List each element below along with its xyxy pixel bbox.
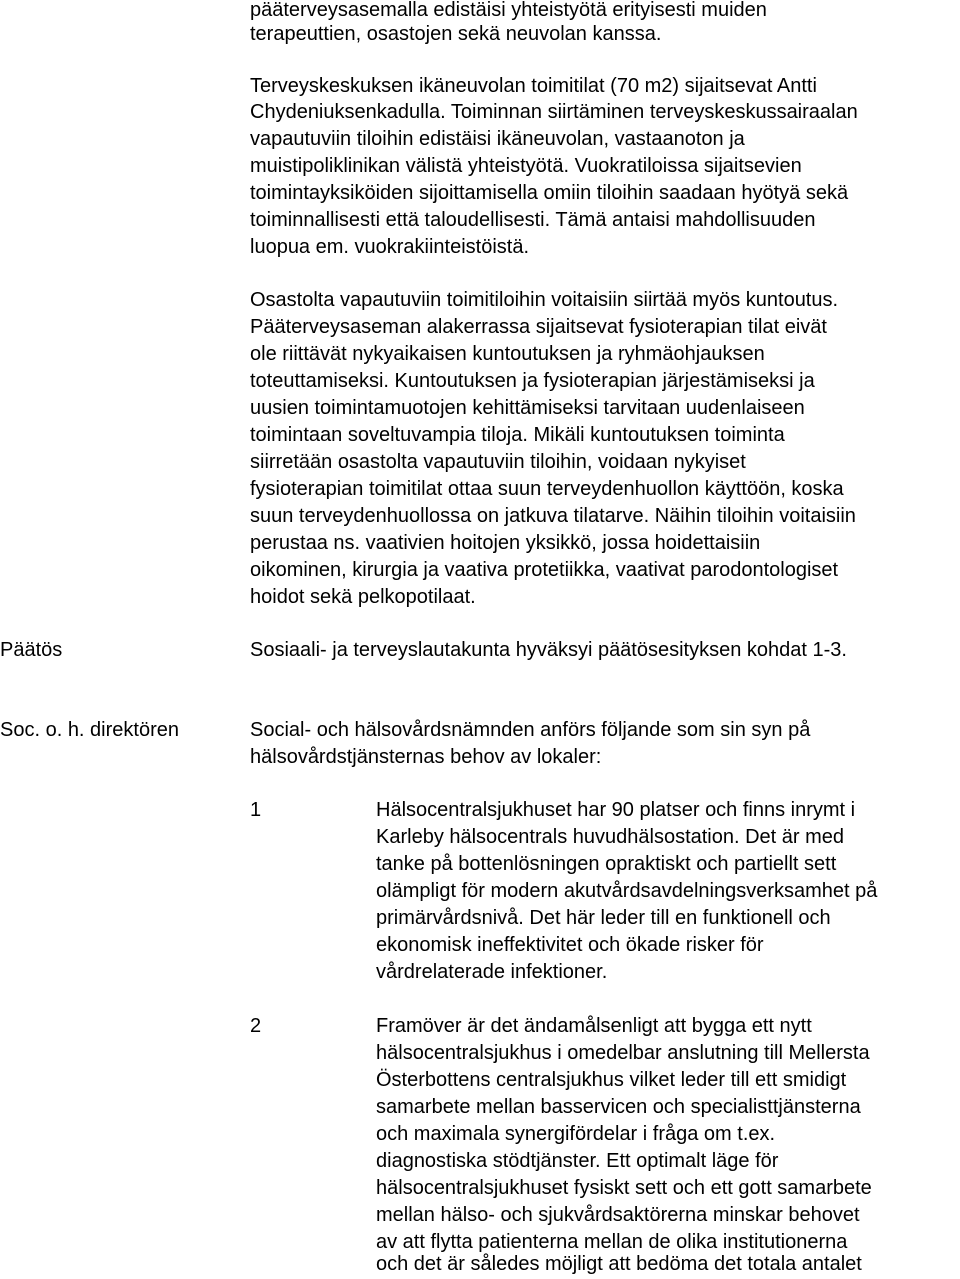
text-line: fysioterapian toimitilat ottaa suun terveydenhuollon käyttöön, koska <box>250 478 844 500</box>
text-line: vapautuviin tiloihin edistäisi ikäneuvolan, vastaanoton ja <box>250 128 745 150</box>
text-line: toteuttamiseksi. Kuntoutuksen ja fysioterapian järjestämiseksi ja <box>250 370 815 392</box>
text-line: tanke på bottenlösningen opraktiskt och partiellt sett <box>376 853 837 875</box>
text-line: perustaa ns. vaativien hoitojen yksikkö, jossa hoidettaisiin <box>250 532 761 554</box>
text-line: primärvårdsnivå. Det här leder till en funktionell och <box>376 907 831 929</box>
text-line: toimintayksiköiden sijoittamisella omiin tiloihin saadaan hyötyä sekä <box>250 182 849 204</box>
text-line: pääterveysasemalla edistäisi yhteistyötä erityisesti muiden <box>250 0 767 21</box>
text-line: vårdrelaterade infektioner. <box>376 961 608 983</box>
text-line: olämpligt för modern akutvårdsavdelningsverksamhet på <box>376 880 878 902</box>
text-line: Social- och hälsovårdsnämnden anförs följande som sin syn på <box>250 719 811 741</box>
text-line: toiminnallisesti että taloudellisesti. Tämä antaisi mahdollisuuden <box>250 209 816 231</box>
text-line: Pääterveysaseman alakerrassa sijaitsevat fysioterapian tilat eivät <box>250 316 827 338</box>
text-line: muistipoliklinikan välistä yhteistyötä. Vuokratiloissa sijaitsevien <box>250 155 802 177</box>
text-line: toimintaan soveltuvampia tiloja. Mikäli kuntoutuksen toiminta <box>250 424 785 446</box>
text-line: av att flytta patienterna mellan de olika institutionerna <box>376 1231 848 1253</box>
text-line: hoidot sekä pelkopotilaat. <box>250 586 476 608</box>
text-line: suun terveydenhuollossa on jatkuva tilatarve. Näihin tiloihin voitaisiin <box>250 505 856 527</box>
director-label: Soc. o. h. direktören <box>0 719 179 741</box>
text-line: ole riittävät nykyaikaisen kuntoutuksen ja ryhmäohjauksen <box>250 343 765 365</box>
decision-label: Päätös <box>0 639 63 661</box>
text-line: och maximala synergifördelar i fråga om t.ex. <box>376 1123 776 1145</box>
text-line: Framöver är det ändamålsenligt att bygga ett nytt <box>376 1015 812 1037</box>
text-line: oikominen, kirurgia ja vaativa protetiikka, vaativat parodontologiset <box>250 559 839 581</box>
text-line: siirretään osastolta vapautuviin tiloihin, voidaan nykyiset <box>250 451 746 473</box>
decision-text: Sosiaali- ja terveyslautakunta hyväksyi päätösesityksen kohdat 1-3. <box>250 639 847 661</box>
text-line: Chydeniuksenkadulla. Toiminnan siirtäminen terveyskeskussairaalan <box>250 101 858 123</box>
text-line: diagnostiska stödtjänster. Ett optimalt läge för <box>376 1150 779 1172</box>
text-line: Terveyskeskuksen ikäneuvolan toimitilat (70 m2) sijaitsevat Antti <box>250 75 817 97</box>
text-line: och det är således möjligt att bedöma det totala antalet <box>376 1253 862 1275</box>
text-line: Karleby hälsocentrals huvudhälsostation. Det är med <box>376 826 845 848</box>
text-line: hälsovårdstjänsternas behov av lokaler: <box>250 746 602 768</box>
text-line: ekonomisk ineffektivitet och ökade risker för <box>376 934 764 956</box>
text-line: samarbete mellan basservicen och specialisttjänsterna <box>376 1096 861 1118</box>
text-line: luopua em. vuokrakiinteistöistä. <box>250 236 530 258</box>
item-number: 1 <box>250 799 262 821</box>
text-line: hälsocentralsjukhuset fysiskt sett och ett gott samarbete <box>376 1177 872 1199</box>
item-number: 2 <box>250 1015 262 1037</box>
text-line: uusien toimintamuotojen kehittämiseksi tarvitaan uudenlaiseen <box>250 397 805 419</box>
text-line: hälsocentralsjukhus i omedelbar anslutning till Mellersta <box>376 1042 870 1064</box>
text-line: Österbottens centralsjukhus vilket leder till ett smidigt <box>376 1069 847 1091</box>
text-line: mellan hälso- och sjukvårdsaktörerna minskar behovet <box>376 1204 860 1226</box>
text-line: Osastolta vapautuviin toimitiloihin voitaisiin siirtää myös kuntoutus. <box>250 289 839 311</box>
text-line: Hälsocentralsjukhuset har 90 platser och finns inrymt i <box>376 799 856 821</box>
text-line: terapeuttien, osastojen sekä neuvolan kanssa. <box>250 23 662 45</box>
